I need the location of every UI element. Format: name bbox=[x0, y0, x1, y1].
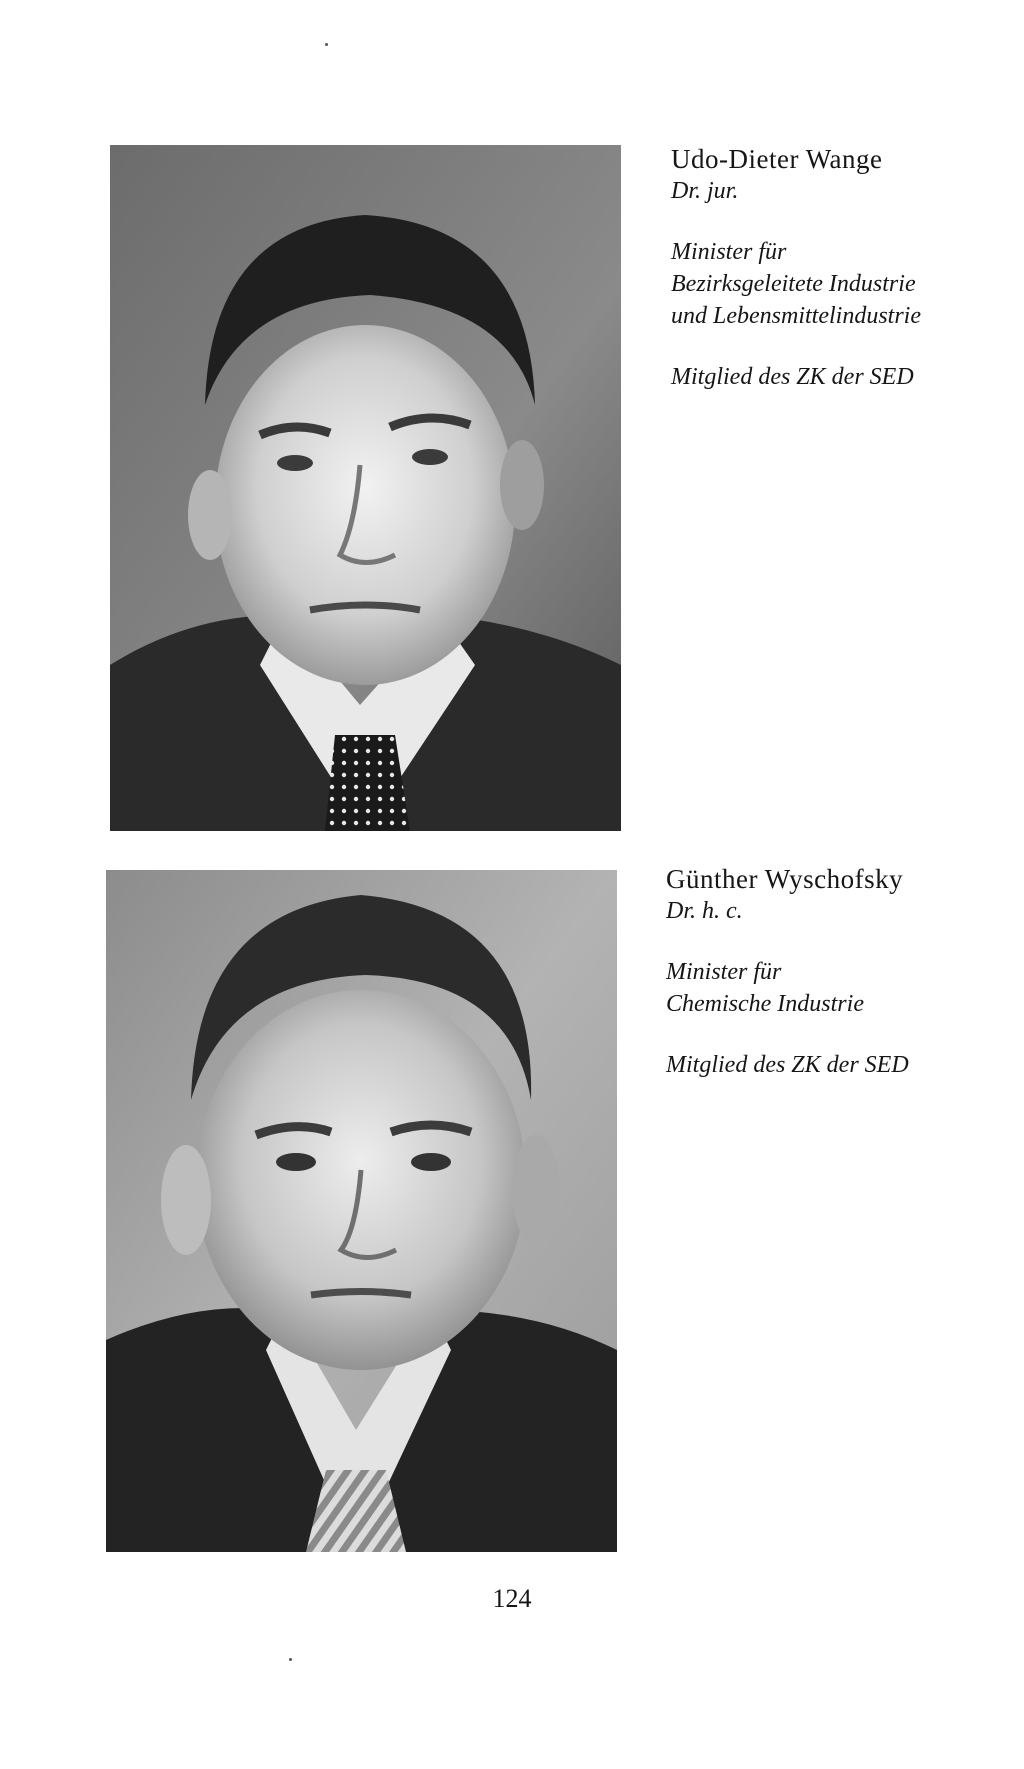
role-line: Minister für bbox=[671, 239, 787, 265]
portrait-photo-icon bbox=[106, 870, 617, 1552]
role-line: Minister für bbox=[666, 959, 782, 985]
person-role bbox=[666, 956, 1024, 1020]
person-name: Günther Wyschofsky bbox=[666, 864, 904, 894]
role-line: Bezirksgeleitete Industrie bbox=[671, 271, 916, 297]
person-name: Udo-Dieter Wange bbox=[671, 144, 883, 174]
role-line: und Lebensmittelindustrie bbox=[671, 303, 921, 329]
role-line: Chemische Industrie bbox=[666, 991, 864, 1017]
portrait-photo-icon bbox=[110, 145, 621, 831]
print-speck bbox=[325, 43, 328, 46]
page-number: 124 bbox=[492, 1584, 532, 1613]
person-bio bbox=[671, 142, 1024, 392]
person-degree: Dr. h. c. bbox=[666, 898, 743, 924]
person-bio bbox=[666, 862, 1024, 1080]
print-speck bbox=[289, 1658, 292, 1661]
person-role bbox=[671, 236, 1024, 332]
person-membership: Mitglied des ZK der SED bbox=[671, 364, 914, 390]
person-membership: Mitglied des ZK der SED bbox=[666, 1052, 909, 1078]
person-degree: Dr. jur. bbox=[671, 178, 739, 204]
